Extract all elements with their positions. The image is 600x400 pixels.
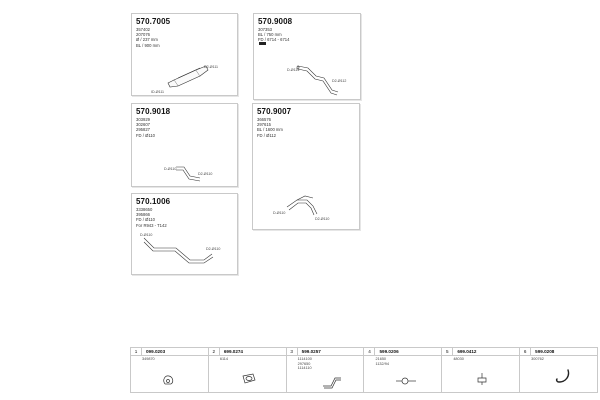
part-index: 3 [287, 348, 298, 355]
detail-line: 302607 [136, 122, 150, 128]
product-code: 570.9018 [136, 107, 171, 116]
detail-line: Ø / 237 mm [136, 37, 158, 43]
detail-line: 307353 [258, 27, 272, 32]
dimension-label: D2-Ø111 [204, 65, 219, 69]
part-cell [520, 348, 597, 392]
detail-line: BL / 900 mm [136, 42, 160, 48]
part-ref: 349870 [142, 357, 155, 361]
part-header [287, 348, 364, 356]
detail-line: 357402 [136, 27, 150, 32]
dimension-label: D-Ø110 [140, 233, 153, 237]
part-header [520, 348, 597, 356]
muffler-drawing [132, 14, 237, 95]
bracket-icon [321, 374, 343, 390]
product-card-570-9008 [253, 13, 361, 100]
part-number: 699.0274 [223, 349, 243, 354]
hook-icon [554, 368, 574, 386]
product-card-570-9018 [131, 103, 238, 187]
pipe-drawing [132, 104, 237, 186]
part-header [442, 348, 519, 356]
product-card-570-1006 [131, 193, 238, 275]
part-refs [375, 357, 388, 366]
part-ref: 1132/94 [375, 361, 389, 366]
rubber-mount-icon [474, 370, 490, 386]
part-number: 099.0203 [146, 349, 166, 354]
part-header [209, 348, 286, 356]
detail-line: FD / Ø110 [136, 217, 156, 223]
dimension-label: D-Ø114 [287, 68, 300, 72]
part-ref: 48030 [453, 357, 464, 361]
dimension-label: D2-Ø112 [332, 79, 347, 83]
dimension-label: D2-Ø110 [206, 247, 221, 251]
part-ref: 300762 [531, 357, 544, 361]
detail-line: 297615 [257, 122, 271, 128]
detail-line: FD / 6714 - 6714 [258, 37, 290, 43]
accessory-parts-table [130, 347, 598, 393]
pipe-drawing [132, 194, 237, 274]
hanger-icon [394, 374, 418, 388]
part-index: 2 [209, 348, 220, 355]
part-cell [287, 348, 365, 392]
dimension-label: D-Ø110 [164, 167, 177, 171]
detail-line: FD / Ø112 [257, 132, 277, 138]
detail-line: BL / 1600 mm [257, 127, 283, 133]
part-cell [364, 348, 442, 392]
detail-line: 366576 [257, 117, 271, 122]
dimension-label: ID-Ø111 [151, 90, 165, 94]
part-refs [220, 357, 228, 362]
dimension-label: D2-Ø110 [198, 172, 213, 176]
product-code: 570.7005 [136, 17, 171, 26]
part-index: 5 [442, 348, 453, 355]
part-index: 1 [131, 348, 142, 355]
product-card-570-7005 [131, 13, 238, 96]
product-code: 570.9007 [257, 107, 292, 116]
detail-line: 395866 [136, 212, 150, 218]
part-cell [442, 348, 520, 392]
part-ref: 21650 [375, 357, 387, 361]
detail-line: 3338650 [136, 207, 153, 212]
part-ref: 6114 [219, 357, 228, 361]
detail-line: 207076 [136, 32, 150, 38]
detail-line: FD / Ø110 [136, 132, 156, 138]
part-refs [298, 357, 312, 371]
part-number: 599.0206 [379, 349, 399, 354]
detail-line: For R943 - T142 [136, 222, 167, 228]
part-ref: 1114100 [297, 357, 312, 361]
gasket-icon [239, 370, 259, 386]
part-cell [209, 348, 287, 392]
part-number: 599.0257 [301, 349, 321, 354]
product-code: 570.9008 [258, 17, 293, 26]
detail-line: 295827 [136, 127, 150, 133]
product-card-570-9007 [252, 103, 360, 230]
clamp-icon [159, 372, 179, 388]
pipe-drawing [253, 104, 359, 229]
part-cell [131, 348, 209, 392]
part-number: 599.0208 [535, 349, 555, 354]
part-ref: 297650 [297, 361, 311, 366]
detail-line: 303929 [136, 117, 150, 122]
part-refs [142, 357, 155, 362]
part-index: 6 [520, 348, 531, 355]
part-number: 699.0412 [457, 349, 477, 354]
detail-line: BL / 750 mm [258, 32, 282, 38]
part-refs [453, 357, 464, 362]
product-code: 570.1006 [136, 197, 171, 206]
pipe-drawing [254, 14, 360, 99]
part-refs [531, 357, 544, 362]
part-index: 4 [364, 348, 375, 355]
part-header [364, 348, 441, 356]
part-ref: 1114110 [297, 366, 312, 371]
dimension-label: D2-Ø110 [315, 217, 330, 221]
dimension-label: D-Ø110 [273, 211, 286, 215]
part-header [131, 348, 208, 356]
